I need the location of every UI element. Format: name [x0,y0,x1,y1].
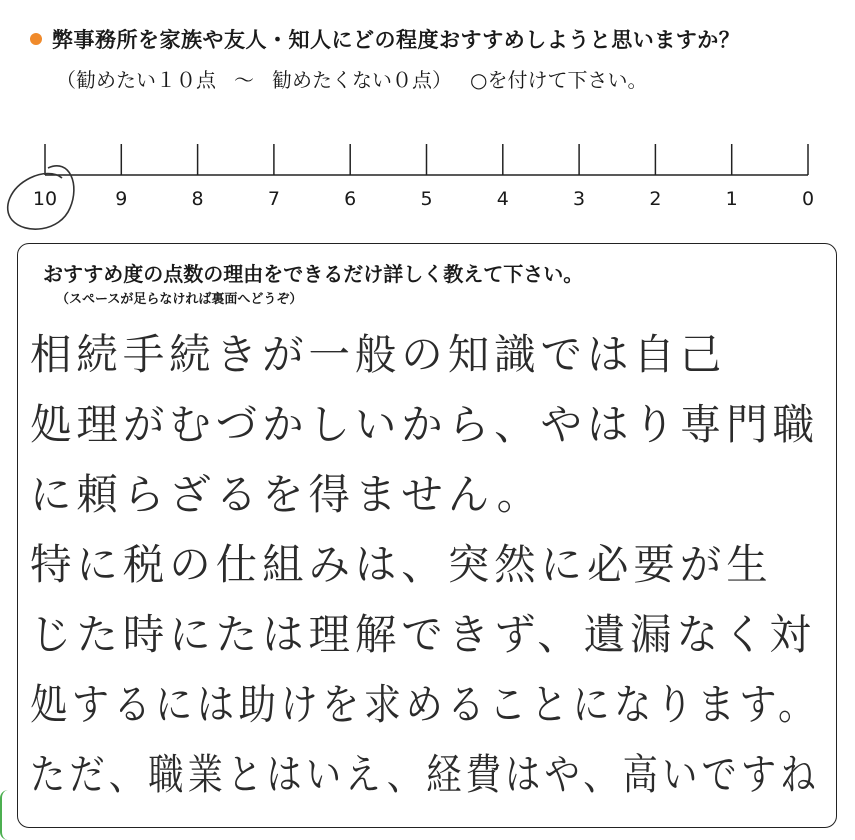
scale-line [0,130,855,190]
margin-mark [0,790,8,840]
scale-label[interactable]: 8 [191,188,204,210]
scale-label[interactable]: 4 [496,188,509,210]
scale-label[interactable]: 2 [649,188,662,210]
handwritten-line: 処理がむづかしいから、やはり専門職 [30,400,820,449]
handwritten-line: 相続手続きが一般の知識では自己 [30,330,727,379]
instruction-right: 勧めたくない０点） [272,68,452,92]
handwritten-line: ただ、職業とはいえ、経費はや、高いですね [30,750,820,799]
scale-label[interactable]: 5 [420,188,433,210]
selected-score-circle [0,150,90,245]
scale-label[interactable]: 10 [32,188,58,210]
instruction-tail: ○を付けて下さい。 [470,68,648,92]
handwritten-line: に頼らざるを得ません。 [30,470,544,519]
orange-bullet-icon [30,33,42,45]
rating-scale [0,130,855,220]
scale-label[interactable]: 6 [344,188,357,210]
scale-label[interactable]: 9 [115,188,128,210]
question-title: 弊事務所を家族や友人・知人にどの程度おすすめしようと思いますか？ [52,28,741,52]
scale-label[interactable]: 3 [573,188,586,210]
question-header [30,24,740,54]
question-instruction [56,64,647,93]
handwritten-line: じた時にたは理解できず、遺漏なく対 [30,610,816,659]
scale-label[interactable]: 1 [725,188,738,210]
scale-label[interactable]: 0 [801,188,815,210]
handwritten-line: 処するには助けを求めることになります。 [30,680,820,729]
reason-box-note: （スペースが足らなければ裏面へどうぞ） [56,292,303,307]
instruction-tilde: ～ [234,68,254,92]
instruction-left: （勧めたい１０点 [56,68,216,92]
reason-box-title: おすすめ度の点数の理由をできるだけ詳しく教えて下さい。 [43,262,584,286]
handwritten-line: 特に税の仕組みは、突然に必要が生 [30,540,773,589]
scale-label[interactable]: 7 [267,188,280,210]
